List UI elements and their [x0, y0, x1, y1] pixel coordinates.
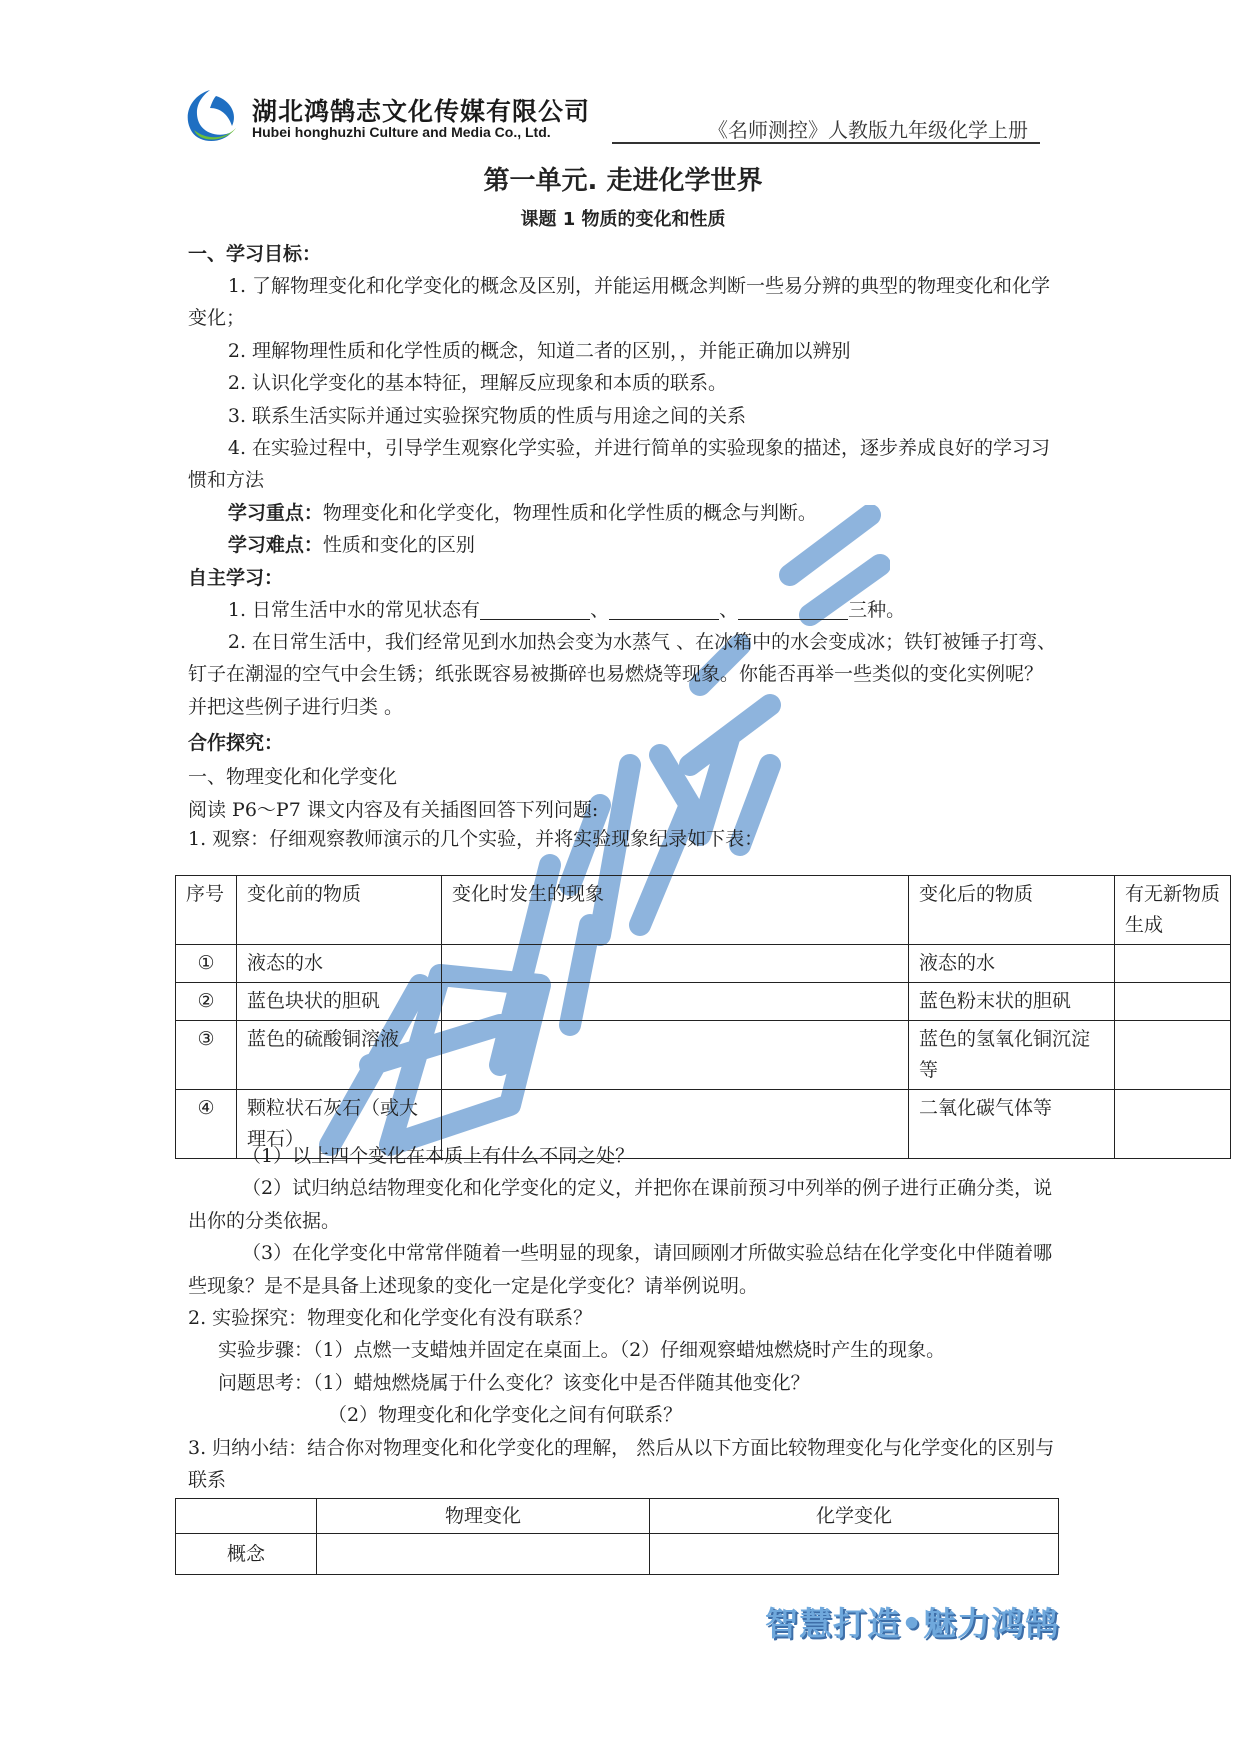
key-point [188, 497, 1058, 529]
fill-blank[interactable] [609, 599, 719, 620]
table-row [176, 1534, 1059, 1575]
comparison-table [175, 1498, 1059, 1575]
coop-observe: 1. 观察：仔细观察教师演示的几个实验，并将实验现象纪录如下表： [188, 828, 764, 851]
goal-item: 4. 在实验过程中，引导学生观察化学实验，并进行简单的实验现象的描述，逐步养成良好的学习习惯和方法 [188, 437, 1051, 492]
table-cell: 蓝色粉末状的胆矾 [909, 983, 1115, 1021]
experiment-title: 2. 实验探究：物理变化和化学变化有没有联系？ [188, 1307, 593, 1330]
table-cell: 蓝色的氢氧化铜沉淀等 [909, 1021, 1115, 1090]
lesson-title: 课题 1 物质的变化和性质 [520, 209, 726, 230]
table-cell-input[interactable] [317, 1534, 650, 1575]
self-study-q2: 2. 在日常生活中，我们经常见到水加热会变为水蒸气 、在冰箱中的水会变成冰；铁钉被锤子打弯、钉子在潮湿的空气中会生锈；纸张既容易被撕碎也易燃烧等现象。你能否再举一些类似的变化实例呢？并把这些例子进行归类 。 [188, 631, 1057, 718]
table-row [176, 983, 1231, 1021]
table-header-cell: 序号 [176, 876, 237, 945]
goals-heading: 一、学习目标： [188, 243, 322, 265]
q1-sep: 、 [719, 598, 739, 621]
goal-item: 2. 认识化学变化的基本特征，理解反应现象和本质的联系。 [227, 372, 728, 395]
difficult-point-text: 性质和变化的区别 [322, 534, 475, 557]
goal-item: 2. 理解物理性质和化学性质的概念，知道二者的区别，，并能正确加以辨别 [227, 339, 851, 362]
table-header-cell: 化学变化 [650, 1499, 1059, 1534]
self-study-heading: 自主学习： [188, 566, 284, 589]
coop-read: 阅读 P6～P7 课文内容及有关插图回答下列问题: [188, 798, 599, 821]
question-1: （1）以上四个变化在本质上有什么不同之处？ [242, 1145, 635, 1167]
table-cell: ② [176, 983, 237, 1021]
table-cell-input[interactable] [442, 945, 909, 983]
q1-end: 三种。 [848, 598, 906, 621]
table-cell: 蓝色块状的胆矾 [237, 983, 442, 1021]
company-logo-icon [180, 86, 244, 144]
table-cell: 蓝色的硫酸铜溶液 [237, 1021, 442, 1090]
table-row [176, 945, 1231, 983]
table-cell-input[interactable] [442, 983, 909, 1021]
company-name-cn: 湖北鸿鹄志文化传媒有限公司 [252, 97, 591, 126]
coop-heading: 合作探究： [188, 732, 284, 755]
table-cell: 颗粒状石灰石（或大理石） [237, 1090, 442, 1159]
book-title: 《名师测控》人教版九年级化学上册 [708, 118, 1028, 142]
table-cell: 液态的水 [909, 945, 1115, 983]
table-cell-input[interactable] [1115, 1090, 1231, 1159]
coop-sub1: 一、物理变化和化学变化 [188, 766, 398, 789]
difficult-point-label: 学习难点： [227, 534, 323, 557]
page-header [180, 82, 1050, 144]
table-cell: ① [176, 945, 237, 983]
table-cell: ④ [176, 1090, 237, 1159]
table-cell: ③ [176, 1021, 237, 1090]
unit-title: 第一单元. 走进化学世界 [483, 166, 763, 196]
table-cell-input[interactable] [442, 1021, 909, 1090]
q1-sep: 、 [590, 598, 610, 621]
goal-item: 3. 联系生活实际并通过实验探究物质的性质与用途之间的关系 [227, 404, 747, 427]
table-row [176, 1021, 1231, 1090]
key-point-text: 物理变化和化学变化，物理性质和化学性质的概念与判断。 [322, 501, 817, 524]
goal-item: 1. 了解物理变化和化学变化的概念及区别，并能运用概念判断一些易分辨的典型的物理变化和化学变化； [188, 275, 1051, 330]
table-cell-input[interactable] [1115, 1021, 1231, 1090]
think-question-1: 问题思考：（1）蜡烛燃烧属于什么变化？该变化中是否伴随其他变化？ [218, 1371, 810, 1394]
table-header-cell: 有无新物质生成 [1115, 876, 1231, 945]
header-rule [612, 142, 1040, 144]
self-study-q1 [188, 594, 1058, 626]
think-question-2: （2）物理变化和化学变化之间有何联系？ [328, 1404, 683, 1427]
questions-section [188, 1140, 1058, 1496]
table-cell: 概念 [176, 1534, 317, 1575]
fill-blank[interactable] [480, 599, 590, 620]
q1-text: 1. 日常生活中水的常见状态有 [227, 598, 481, 621]
fill-blank[interactable] [738, 599, 848, 620]
question-3: （3）在化学变化中常常伴随着一些明显的现象，请回顾刚才所做实验总结在化学变化中伴随着哪些现象？是不是具备上述现象的变化一定是化学变化？请举例说明。 [188, 1242, 1053, 1297]
difficult-point [188, 529, 1058, 561]
experiment-steps: 实验步骤：（1）点燃一支蜡烛并固定在桌面上。（2）仔细观察蜡烛燃烧时产生的现象。 [218, 1339, 946, 1362]
footer-slogan: 智慧打造•魅力鸿鹄 [765, 1604, 1060, 1643]
table-header-row [176, 1499, 1059, 1534]
table-cell: 液态的水 [237, 945, 442, 983]
document-body [188, 160, 1058, 852]
company-name-en: Hubei honghuzhi Culture and Media Co., Ltd. [252, 124, 551, 140]
table-cell-input[interactable] [1115, 945, 1231, 983]
table-header-row [176, 876, 1231, 945]
table-header-cell: 变化时发生的现象 [442, 876, 909, 945]
table-header-cell: 变化后的物质 [909, 876, 1115, 945]
summary-text: 3. 归纳小结：结合你对物理变化和化学变化的理解， 然后从以下方面比较物理变化与化学变化的区别与联系 [188, 1436, 1055, 1492]
key-point-label: 学习重点： [227, 501, 323, 524]
table-header-cell: 物理变化 [317, 1499, 650, 1534]
table-header-cell [176, 1499, 317, 1534]
table-cell-input[interactable] [650, 1534, 1059, 1575]
table-cell: 二氧化碳气体等 [909, 1090, 1115, 1159]
observation-table [175, 875, 1231, 1159]
table-header-cell: 变化前的物质 [237, 876, 442, 945]
table-cell-input[interactable] [1115, 983, 1231, 1021]
question-2: （2）试归纳总结物理变化和化学变化的定义，并把你在课前预习中列举的例子进行正确分类，说出你的分类依据。 [188, 1177, 1053, 1232]
